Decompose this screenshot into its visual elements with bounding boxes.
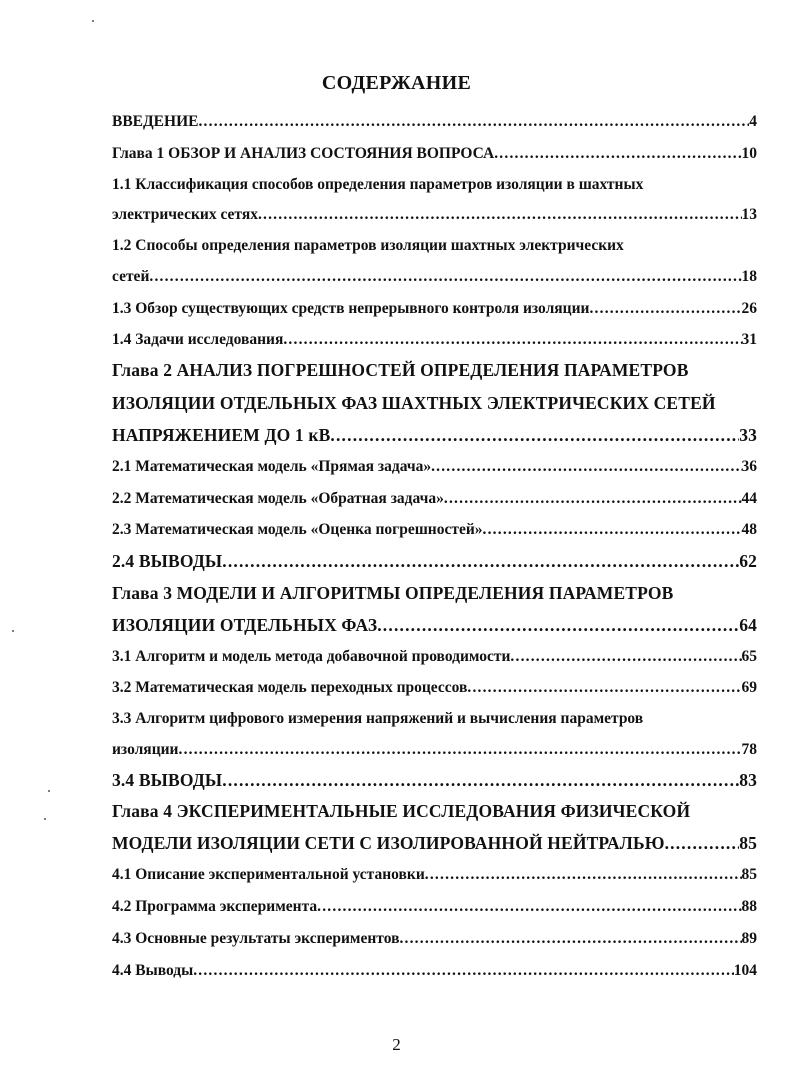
toc-leader-dots	[330, 425, 739, 446]
toc-entry-page: 85	[741, 866, 757, 883]
toc-entry-page: 62	[739, 551, 757, 571]
toc-entry-chapter-2	[112, 425, 757, 446]
toc-leader-dots	[193, 962, 734, 980]
toc-entry-1-3	[112, 300, 757, 318]
toc-entry-page: 88	[741, 898, 757, 915]
toc-entry-text: Глава 1 ОБЗОР И АНАЛИЗ СОСТОЯНИЯ ВОПРОСА	[112, 145, 495, 162]
scan-speck	[92, 20, 94, 22]
scan-speck	[44, 818, 46, 820]
toc-leader-dots	[494, 145, 741, 163]
toc-entry-text: 2.1 Математическая модель «Прямая задача»	[112, 458, 432, 475]
toc-entry-1-1	[112, 206, 757, 224]
toc-leader-dots	[399, 930, 741, 948]
toc-entry-page: 78	[741, 741, 757, 758]
toc-leader-dots	[222, 770, 739, 791]
toc-entry-4-2	[112, 898, 757, 916]
toc-leader-dots	[179, 741, 742, 759]
toc-entry-page: 85	[739, 833, 757, 853]
toc-entry-text: 1.3 Обзор существующих средств непрерывного контроля изоляции	[112, 300, 590, 317]
toc-leader-dots	[589, 300, 741, 318]
toc-entry-text: 3.1 Алгоритм и модель метода добавочной проводимости	[112, 648, 511, 665]
toc-entry-text: 4.3 Основные результаты экспериментов	[112, 930, 400, 947]
toc-entry-text: 3.2 Математическая модель переходных процессов	[112, 679, 468, 696]
scan-speck	[48, 790, 50, 792]
toc-entry-chapter-3	[112, 615, 757, 636]
toc-entry-4-1	[112, 866, 757, 884]
toc-entry-page: 31	[741, 331, 757, 348]
toc-entry-text: 4.4 Выводы	[112, 962, 194, 979]
toc-entry-chapter-4-line1: Глава 4 ЭКСПЕРИМЕНТАЛЬНЫЕ ИССЛЕДОВАНИЯ ФИЗИЧЕСКОЙ	[112, 801, 691, 821]
toc-entry-text: 2.4 ВЫВОДЫ	[112, 551, 223, 571]
toc-entry-page: 36	[741, 458, 757, 475]
toc-leader-dots	[425, 866, 742, 884]
toc-leader-dots	[431, 458, 741, 476]
toc-entry-1-2	[112, 268, 757, 286]
toc-entry-2-3	[112, 521, 757, 539]
toc-entry-3-2	[112, 679, 757, 697]
toc-entry-text: 2.3 Математическая модель «Оценка погрешностей»	[112, 521, 483, 538]
toc-entry-1-1-line1: 1.1 Классификация способов определения параметров изоляции в шахтных	[112, 176, 644, 193]
toc-entry-4-4	[112, 962, 757, 980]
toc-entry-text: 3.4 ВЫВОДЫ	[112, 770, 223, 790]
toc-leader-dots	[198, 113, 749, 131]
toc-leader-dots	[467, 679, 741, 697]
page-title: СОДЕРЖАНИЕ	[321, 72, 472, 94]
scan-speck	[12, 630, 14, 632]
toc-entry-page: 10	[741, 145, 757, 162]
toc-entry-chapter-2-line2: ИЗОЛЯЦИИ ОТДЕЛЬНЫХ ФАЗ ШАХТНЫХ ЭЛЕКТРИЧЕСКИХ СЕТЕЙ	[112, 393, 716, 413]
toc-entry-page: 65	[741, 648, 757, 665]
toc-entry-1-2-line1: 1.2 Способы определения параметров изоляции шахтных электрических	[112, 237, 624, 254]
toc-entry-introduction	[112, 113, 757, 131]
toc-entry-2-4	[112, 551, 757, 572]
toc-entry-2-2	[112, 490, 757, 508]
toc-entry-page: 26	[741, 300, 757, 317]
toc-entry-3-3-line1: 3.3 Алгоритм цифрового измерения напряжений и вычисления параметров	[112, 710, 644, 727]
toc-entry-page: 13	[741, 206, 757, 223]
toc-entry-text: 1.4 Задачи исследования	[112, 331, 284, 348]
toc-leader-dots	[283, 331, 741, 349]
toc-entry-text: МОДЕЛИ ИЗОЛЯЦИИ СЕТИ С ИЗОЛИРОВАННОЙ НЕЙТРАЛЬЮ	[112, 833, 665, 853]
toc-entry-2-1	[112, 458, 757, 476]
toc-entry-page: 104	[733, 962, 757, 979]
toc-leader-dots	[483, 521, 742, 539]
toc-entry-3-3	[112, 741, 757, 759]
toc-leader-dots	[222, 551, 739, 572]
toc-entry-page: 44	[741, 490, 757, 507]
toc-entry-page: 4	[749, 113, 757, 130]
toc-entry-text: 4.1 Описание экспериментальной установки	[112, 866, 425, 883]
toc-leader-dots	[317, 898, 741, 916]
page-number: 2	[392, 1035, 401, 1054]
toc-leader-dots	[377, 615, 739, 636]
toc-entry-page: 33	[739, 425, 757, 445]
toc-entry-chapter-4	[112, 833, 757, 854]
toc-entry-chapter-2-line1: Глава 2 АНАЛИЗ ПОГРЕШНОСТЕЙ ОПРЕДЕЛЕНИЯ ПАРАМЕТРОВ	[112, 360, 689, 380]
toc-leader-dots	[149, 268, 741, 286]
toc-entry-chapter-3-line1: Глава 3 МОДЕЛИ И АЛГОРИТМЫ ОПРЕДЕЛЕНИЯ ПАРАМЕТРОВ	[112, 583, 674, 603]
toc-entry-1-4	[112, 331, 757, 349]
toc-entry-text: сетей	[112, 268, 150, 285]
toc-entry-3-1	[112, 648, 757, 666]
toc-entry-text: электрических сетях	[112, 206, 258, 223]
toc-entry-text: ИЗОЛЯЦИИ ОТДЕЛЬНЫХ ФАЗ	[112, 615, 378, 635]
toc-entry-text: 2.2 Математическая модель «Обратная задача»	[112, 490, 444, 507]
toc-entry-chapter-1	[112, 145, 757, 163]
toc-entry-page: 69	[741, 679, 757, 696]
toc-entry-text: изоляции	[112, 741, 179, 758]
toc-leader-dots	[444, 490, 742, 508]
toc-entry-page: 48	[741, 521, 757, 538]
toc-entry-page: 83	[739, 770, 757, 790]
toc-entry-page: 18	[741, 268, 757, 285]
toc-entry-4-3	[112, 930, 757, 948]
toc-entry-3-4	[112, 770, 757, 791]
toc-entry-text: НАПРЯЖЕНИЕМ ДО 1 кВ	[112, 425, 331, 445]
toc-leader-dots	[258, 206, 742, 224]
toc-entry-text: 4.2 Программа эксперимента	[112, 898, 318, 915]
toc-entry-text: ВВЕДЕНИЕ	[112, 113, 199, 130]
toc-entry-page: 89	[741, 930, 757, 947]
toc-entry-page: 64	[739, 615, 757, 635]
toc-leader-dots	[510, 648, 741, 666]
toc-leader-dots	[665, 833, 740, 854]
